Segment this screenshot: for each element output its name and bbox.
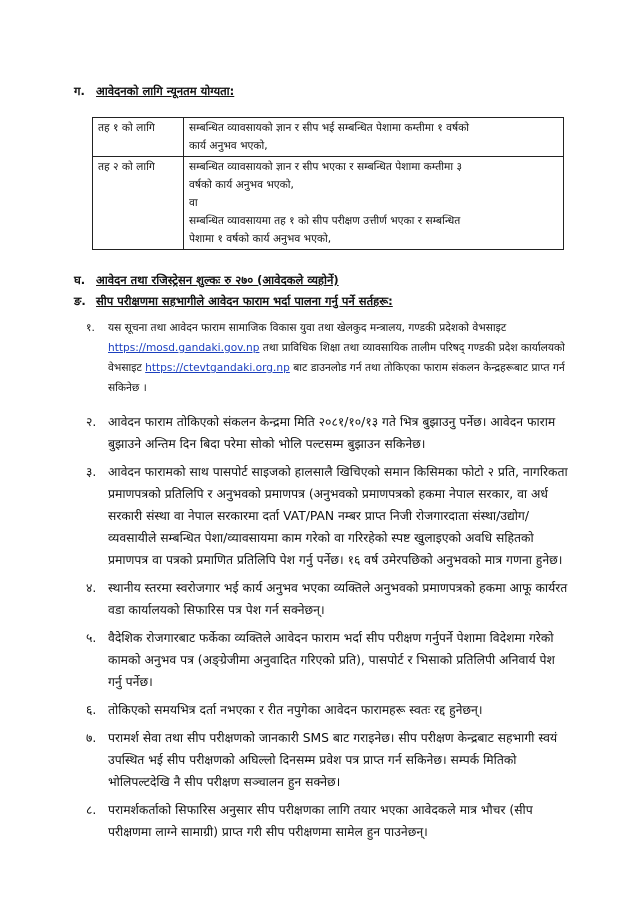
item-text: यस सूचना तथा आवेदन फाराम सामाजिक विकास युवा तथा खेलकुद मन्त्रालय, गण्डकी प्रदेशको वेभसाइट	[108, 322, 507, 334]
requirement-line: वा	[189, 197, 198, 209]
requirement-line: सम्बन्धित व्यावसायमा तह १ को सीप परीक्षण उत्तीर्ण भएका र सम्बन्धित	[189, 215, 461, 227]
mosd-website-link[interactable]: https://mosd.gandaki.gov.np	[108, 342, 260, 354]
item-number: ३.	[86, 465, 97, 479]
list-item	[72, 318, 572, 398]
level-cell: तह २ को लागि	[93, 157, 184, 250]
table-row	[93, 118, 564, 157]
requirement-line: वर्षको कार्य अनुभव भएको,	[189, 179, 294, 191]
requirement-line: पेशामा १ वर्षको कार्य अनुभव भएको,	[189, 233, 332, 245]
item-number: ६.	[86, 703, 97, 717]
eligibility-table	[92, 117, 564, 250]
list-item	[72, 461, 572, 571]
section-gh-heading	[74, 273, 339, 288]
section-g-heading	[74, 84, 234, 99]
item-text: तोकिएको समयभित्र दर्ता नभएका र रीत नपुगेका आवेदन फारामहरू स्वतः रद्द हुनेछन्।	[108, 703, 483, 717]
requirement-cell	[184, 157, 564, 250]
list-item	[72, 411, 572, 455]
item-text: परामर्शकर्ताको सिफारिस अनुसार सीप परीक्षणका लागि तयार भएका आवेदकले मात्र भौचर (सीप परीक्षणमा लाग्ने सामाग्री) प्राप्त गरी सीप परीक्षणमा सामेल हुन पाउनेछन्।	[108, 803, 533, 839]
section-gh-title: आवेदन तथा रजिस्ट्रेसन शुल्कः रु २७० (आवेदकले व्यहोर्ने)	[96, 273, 339, 287]
section-gh-marker: घ.	[74, 273, 86, 287]
requirement-line: कार्य अनुभव भएको,	[189, 140, 268, 152]
section-g-marker: ग.	[74, 84, 85, 98]
item-number: १.	[86, 322, 95, 334]
requirement-line: सम्बन्धित व्यावसायको ज्ञान र सीप भई सम्बन्धित पेशामा कम्तीमा १ वर्षको	[189, 122, 469, 134]
requirement-cell	[184, 118, 564, 157]
section-ng-heading	[74, 294, 393, 309]
section-ng-title: सीप परीक्षणमा सहभागीले आवेदन फाराम भर्दा पालना गर्नु पर्ने सर्तहरू:	[96, 294, 393, 308]
item-number: ४.	[86, 581, 97, 595]
item-number: ८.	[86, 803, 97, 817]
list-item	[72, 727, 572, 793]
item-text: आवेदन फाराम तोकिएको संकलन केन्द्रमा मिति २०८१/१०/१३ गते भित्र बुझाउनु पर्नेछ। आवेदन फाराम बुझाउने अन्तिम दिन बिदा परेमा सोको भोलि पल्टसम्म बुझाउन सकिनेछ।	[108, 415, 556, 451]
list-item	[72, 577, 572, 621]
item-number: २.	[86, 415, 97, 429]
item-text: परामर्श सेवा तथा सीप परीक्षणको जानकारी SMS बाट गराइनेछ। सीप परीक्षण केन्द्रबाट सहभागी स्वयं उपस्थित भई सीप परीक्षणको अघिल्लो दिनसम्म प्रवेश पत्र प्राप्त गर्न सकिनेछ। सम्पर्क मितिको भोलिपल्टदेखि नै सीप परीक्षण सञ्चालन हुन सक्नेछ।	[108, 731, 558, 789]
section-ng-marker: ङ.	[74, 294, 86, 308]
requirement-line: सम्बन्धित व्यावसायको ज्ञान र सीप भएका र सम्बन्धित पेशामा कम्तीमा ३	[189, 161, 462, 173]
item-number: ७.	[86, 731, 97, 745]
list-item	[72, 799, 572, 843]
table-row	[93, 157, 564, 250]
item-number: ५.	[86, 631, 97, 645]
item-text: आवेदन फारामको साथ पासपोर्ट साइजको हालसालै खिचिएको समान किसिमका फोटो २ प्रति, नागरिकता प्रमाणपत्रको प्रतिलिपि र अनुभवको प्रमाणपत्र (अनुभवको प्रमाणपत्रको हकमा नेपाल सरकार, वा अर्ध सरकारी संस्था वा नेपाल सरकारमा दर्ता VAT/PAN नम्बर प्राप्त निजी रोजगारदाता संस्था/उद्योग/व्यवसायीले सम्बन्धित पेशा/व्यावसायमा काम गरेको वा गरिरहेको स्पष्ट खुलाइएको अवधि सहितको प्रमाणपत्र वा पत्रको प्रमाणित प्रतिलिपि पेश गर्नु पर्नेछ। १६ वर्ष उमेरपछिको अनुभवको मात्र गणना हुनेछ।	[108, 465, 568, 567]
item-text: स्थानीय स्तरमा स्वरोजगार भई कार्य अनुभव भएका व्यक्तिले अनुभवको प्रमाणपत्रको हकमा आफू कार्यरत वडा कार्यालयको सिफारिस पत्र पेश गर्न सक्नेछन्।	[108, 581, 568, 617]
conditions-list	[72, 318, 572, 849]
item-text: तथा प्राविधिक शिक्षा तथा व्यावसायिक तालीम परिषद् गण्डकी प्रदेश कार्यालयको वेभसाइट	[108, 342, 565, 374]
item-text: बाट डाउनलोड गर्न तथा तोकिएका फाराम संकलन केन्द्रहरूबाट प्राप्त गर्न सकिनेछ ।	[108, 362, 565, 394]
level-cell: तह १ को लागि	[93, 118, 184, 157]
list-item	[72, 699, 572, 721]
section-g-title: आवेदनको लागि न्यूनतम योग्यता:	[96, 84, 235, 98]
item-text: वैदेशिक रोजगारबाट फर्केका व्यक्तिले आवेदन फाराम भर्दा सीप परीक्षण गर्नुपर्ने पेशामा विदेशमा गरेको कामको अनुभव पत्र (अङ्ग्रेजीमा अनुवादित गरिएको प्रति), पासपोर्ट र भिसाको प्रतिलिपी अनिवार्य पेश गर्नु पर्नेछ।	[108, 631, 555, 689]
ctevt-website-link[interactable]: https://ctevtgandaki.org.np	[145, 362, 290, 374]
list-item	[72, 627, 572, 693]
